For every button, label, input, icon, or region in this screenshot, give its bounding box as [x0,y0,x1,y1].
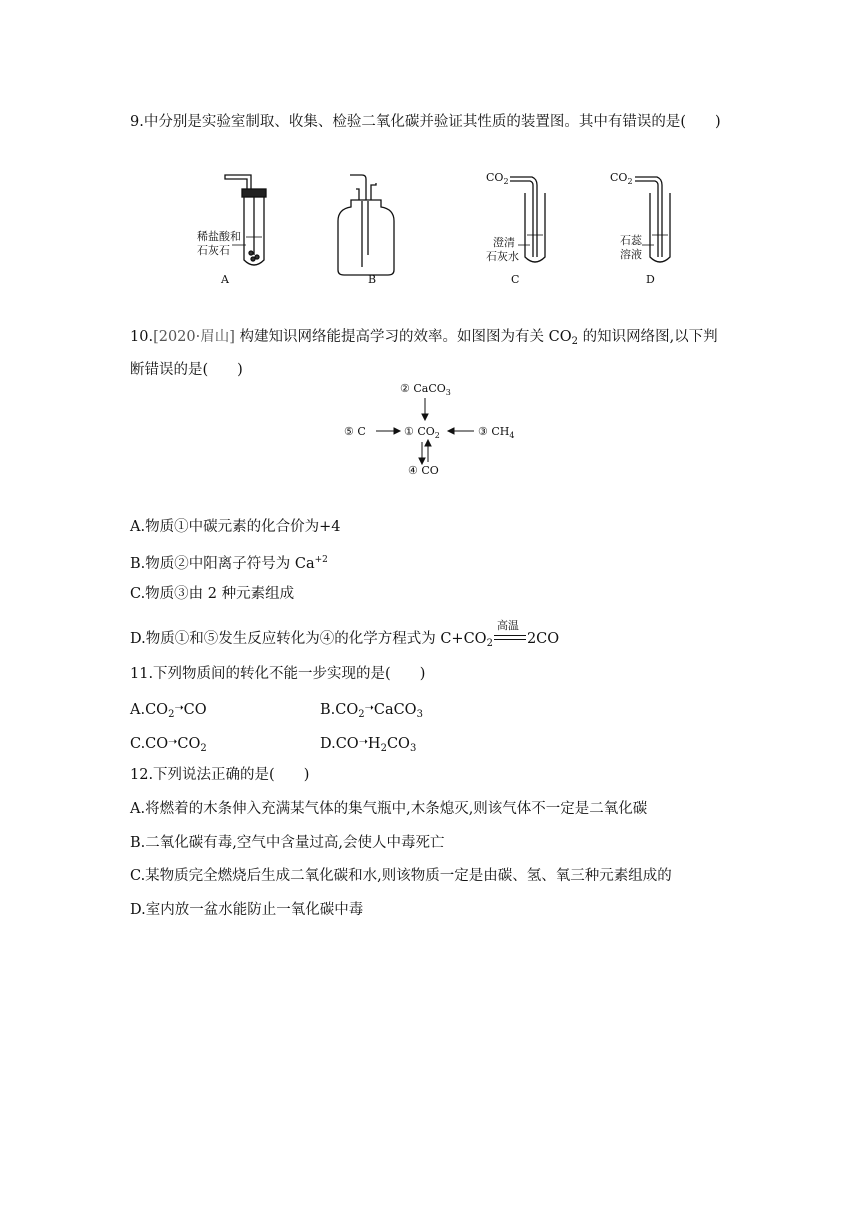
question-12-option-b: B.二氧化碳有毒,空气中含量过高,会使人中毒死亡 [130,835,445,851]
question-10-option-c: C.物质③由 2 种元素组成 [130,586,295,602]
arrow-icon: ➝ [168,735,178,748]
apparatus-d-label-2: 溶液 [620,248,642,261]
apparatus-d-gas: $CO_2$ [610,171,633,186]
question-10-stem: 10.[2020·眉山] 构建知识网络能提高学习的效率。如图图为有关 $CO_2$ 的知识网络图,以下判 [130,329,718,347]
high-temp-equal-sign: 高温 [493,629,527,649]
apparatus-a [225,175,266,265]
node-3-ch4: ③ $CH_4$ [478,425,515,440]
question-11-stem: 11.下列物质间的转化不能一步实现的是( ) [130,666,426,682]
arrow-icon: ➝ [358,735,368,748]
apparatus-a-label-2: 石灰石 [197,244,230,257]
question-9-stem: 9.中分别是实验室制取、收集、检验二氧化碳并验证其性质的装置图。其中有错误的是( ) [130,114,721,130]
apparatus-a-label-1: 稀盐酸和 [197,230,241,243]
arrow-icon: ➝ [174,701,184,714]
question-12-stem: 12.下列说法正确的是( ) [130,767,310,783]
question-10-stem-line-2: 断错误的是( ) [130,362,243,378]
question-12-option-a: A.将燃着的木条伸入充满某气体的集气瓶中,木条熄灭,则该气体不一定是二氧化碳 [130,801,648,817]
apparatus-b [338,175,394,275]
question-10-option-d: D.物质①和⑤发生反应转化为④的化学方程式为 $C+CO_2$ 高温 2CO [130,619,560,649]
apparatus-letter-a: A [221,273,229,286]
node-4-co: ④ CO [408,464,439,477]
apparatus-letter-d: D [646,273,655,286]
apparatus-c-label-1: 澄清 [493,236,515,249]
question-10-source: [2020·眉山] [153,329,235,345]
apparatus-d-label-1: 石蕊 [620,234,642,247]
co2-network-diagram [330,380,530,480]
question-11-option-c: $C.CO➝CO_2$ [130,732,207,759]
question-10-option-b: B.物质②中阳离子符号为 $Ca^{+2}$ [130,555,328,572]
question-11-option-a: $A.CO_2➝CO$ [130,698,207,725]
question-12-option-d: D.室内放一盆水能防止一氧化碳中毒 [130,902,364,918]
node-2-caco3: ② CaCO$_3$ [400,382,451,397]
node-5-c: ⑤ C [344,425,366,438]
question-12-option-c: C.某物质完全燃烧后生成二氧化碳和水,则该物质一定是由碳、氢、氧三种元素组成的 [130,868,672,884]
apparatus-letter-c: C [511,273,520,286]
node-1-co2: ① $CO_2$ [404,425,440,440]
question-11-option-b: $B.CO_2➝CaCO_3$ [320,698,423,725]
question-11-option-d: $D.CO➝H_2CO_3$ [320,732,416,759]
apparatus-c-gas: $CO_2$ [486,171,509,186]
arrow-icon: ➝ [364,701,374,714]
question-10-option-a: A.物质①中碳元素的化合价为+4 [130,519,341,535]
apparatus-c-label-2: 石灰水 [486,250,519,263]
apparatus-letter-b: B [368,273,377,286]
apparatus-figure [180,165,700,295]
